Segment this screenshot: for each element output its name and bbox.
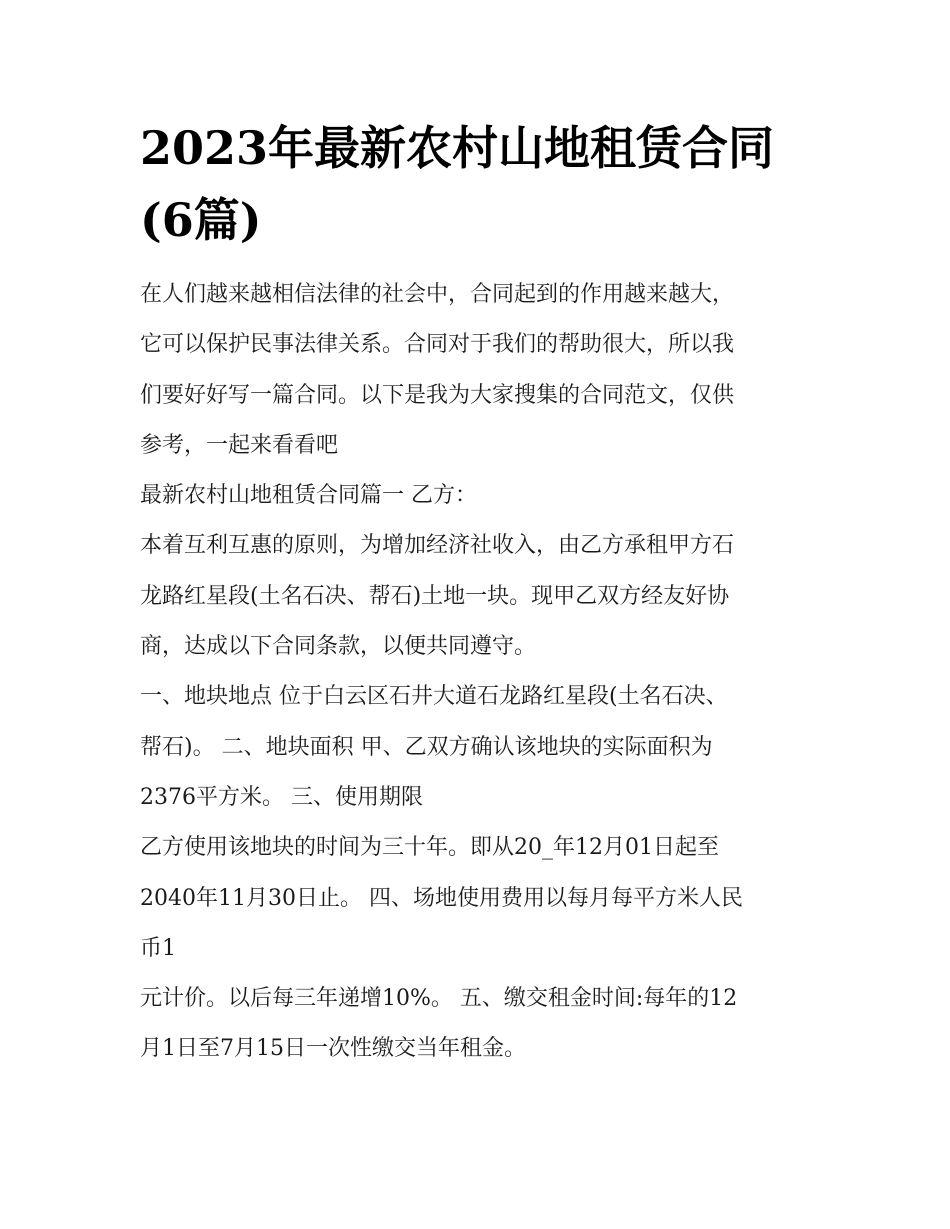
body-line: 月1日至7月15日一次性缴交当年租金。: [140, 1036, 526, 1062]
body-line: 帮石)。 二、地块面积 甲、乙双方确认该地块的实际面积为: [140, 734, 713, 760]
body-line: 币1: [140, 935, 176, 961]
body-line: 本着互利互惠的原则，为增加经济社收入，由乙方承租甲方石: [140, 533, 735, 559]
body-line: 在人们越来越相信法律的社会中，合同起到的作用越来越大，: [140, 282, 735, 307]
body-line: 乙方使用该地块的时间为三十年。即从20_年12月01日起至: [140, 835, 719, 861]
document-title-line-1: 2023年最新农村山地租赁合同: [140, 121, 775, 175]
body-line: 它可以保护民事法律关系。合同对于我们的帮助很大，所以我: [140, 332, 735, 358]
body-line: 参考，一起来看看吧: [140, 432, 339, 458]
body-line: 2376平方米。 三、使用期限: [140, 784, 423, 810]
body-line: 商，达成以下合同条款，以便共同遵守。: [140, 634, 537, 660]
body-line: 龙路红星段(土名石决、帮石)土地一块。现甲乙双方经友好协: [140, 583, 730, 609]
body-line: 一、地块地点 位于白云区石井大道石龙路红星段(土名石决、: [140, 684, 728, 710]
body-line: 元计价。以后每三年递增10%。 五、缴交租金时间:每年的12: [140, 986, 738, 1012]
document-page: [140, 112, 815, 1075]
document-title: [140, 112, 815, 256]
section-heading: 最新农村山地租赁合同篇一 乙方：: [140, 483, 477, 509]
document-title-line-2: (6篇): [140, 193, 262, 247]
body-line: 2040年11月30日止。 四、场地使用费用以每月每平方米人民: [140, 885, 743, 911]
body-line: 们要好好写一篇合同。以下是我为大家搜集的合同范文，仅供: [140, 382, 735, 408]
document-body: [140, 270, 815, 1075]
